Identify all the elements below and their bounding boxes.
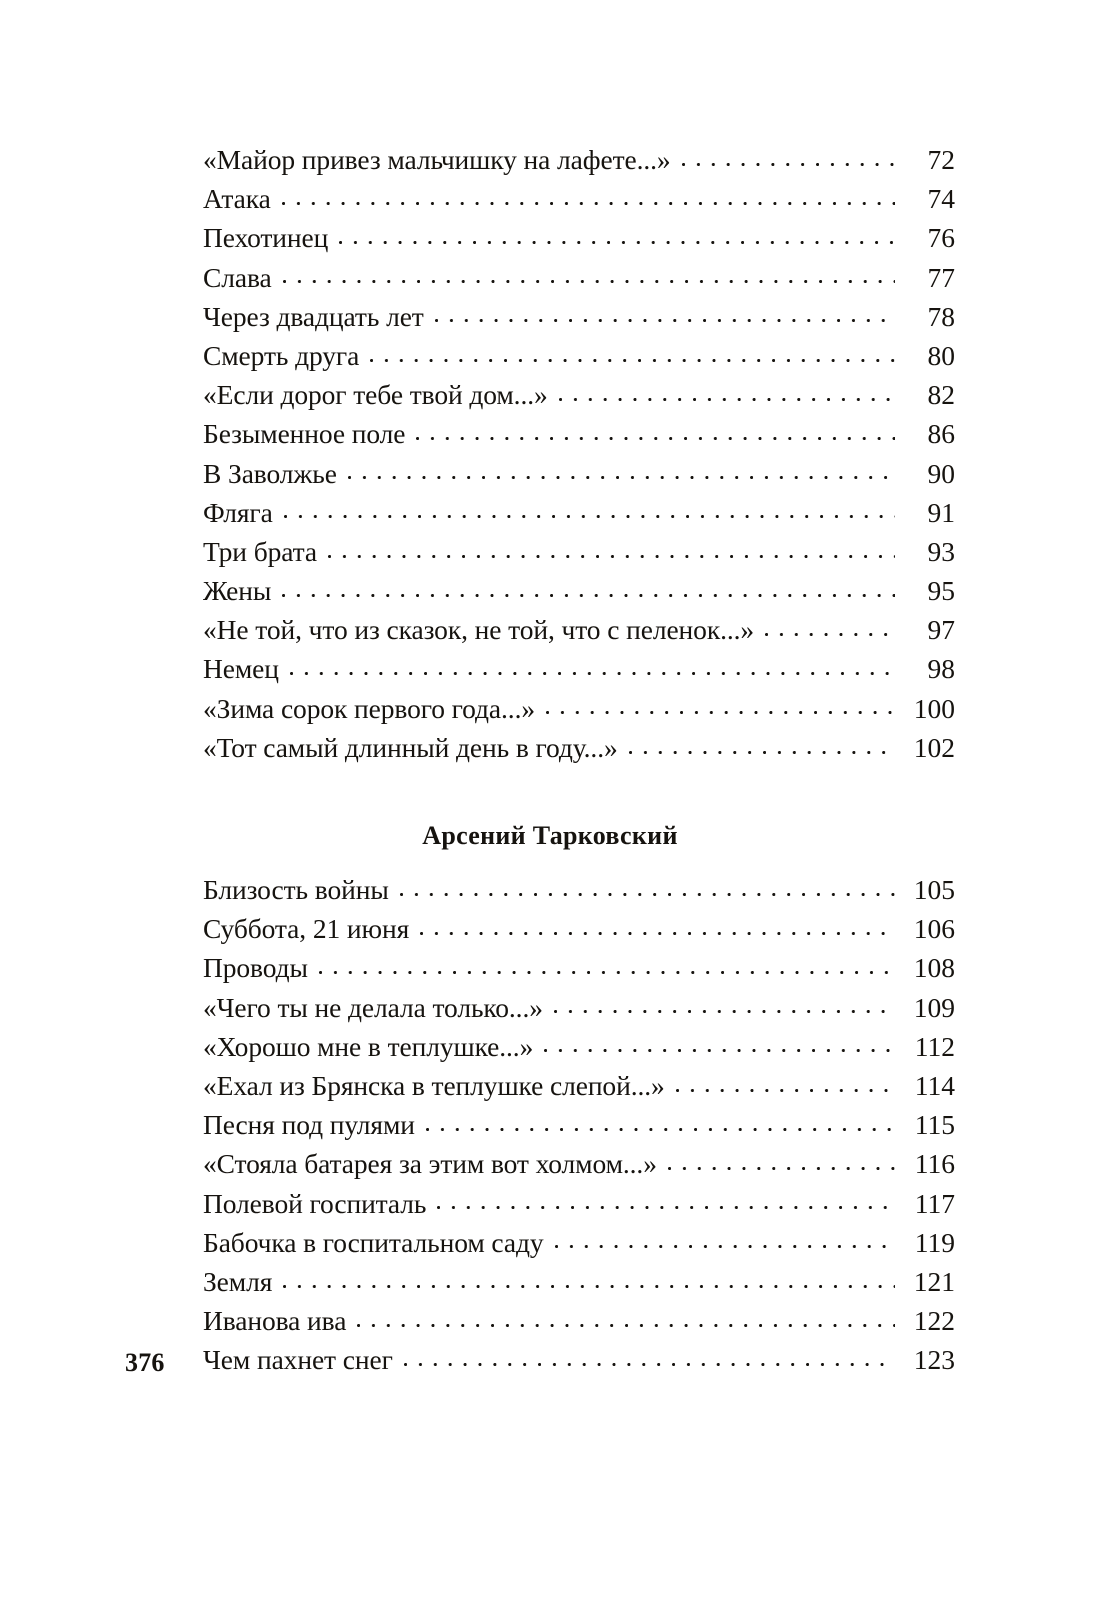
toc-dot-leader	[404, 1353, 895, 1369]
toc-entry-row[interactable]	[203, 1187, 955, 1229]
toc-dot-leader	[682, 153, 895, 169]
toc-dot-leader	[290, 662, 895, 678]
toc-dot-leader	[416, 427, 895, 443]
toc-entry-title: Земля	[203, 1265, 273, 1297]
toc-entry-page-number: 77	[927, 261, 955, 293]
toc-entry-row[interactable]	[203, 1346, 955, 1385]
toc-entry-title: Жены	[203, 575, 272, 607]
toc-entry-title: Фляга	[203, 496, 273, 528]
toc-entry-page-number: 72	[927, 144, 955, 175]
toc-entry-title: Суббота, 21 июня	[203, 913, 410, 945]
toc-entry-page-number: 114	[914, 1069, 955, 1101]
toc-dot-leader	[555, 1236, 896, 1252]
toc-entry-row[interactable]	[203, 496, 955, 538]
toc-entry-page-number: 121	[913, 1265, 955, 1297]
toc-entry-row[interactable]	[203, 655, 955, 694]
toc-entry-title: Слава	[203, 261, 272, 293]
toc-dot-leader	[400, 883, 895, 899]
toc-entry-page-number: 108	[913, 952, 955, 984]
toc-entry-row[interactable]	[203, 1069, 955, 1111]
toc-entry-title: Близость войны	[203, 874, 389, 905]
toc-entry-row[interactable]	[203, 300, 955, 342]
toc-entry-title: «Если дорог тебе твой дом...»	[203, 379, 548, 411]
toc-entry-page-number: 105	[913, 874, 955, 905]
toc-entry-title: «Зима сорок первого года...»	[203, 692, 535, 724]
toc-entry-title: Через двадцать лет	[203, 300, 424, 332]
toc-entry-row[interactable]	[203, 1265, 955, 1307]
toc-entry-page-number: 102	[913, 731, 955, 763]
toc-entry-row[interactable]	[203, 915, 955, 954]
toc-entry-page-number: 76	[927, 222, 955, 254]
toc-entry-title: В Заволжье	[203, 457, 337, 489]
toc-entry-page-number: 82	[927, 379, 955, 411]
toc-entry-title: Атака	[203, 183, 271, 215]
toc-entry-title: Бабочка в госпитальном саду	[203, 1226, 544, 1258]
toc-entry-title: Три брата	[203, 535, 317, 567]
toc-entry-title: «Майор привез мальчишку на лафете...»	[203, 144, 671, 175]
toc-entry-page-number: 117	[914, 1187, 955, 1219]
toc-entry-title: «Стояла батарея за этим вот холмом...»	[203, 1148, 657, 1180]
toc-entry-title: «Чего ты не делала только...»	[203, 991, 543, 1023]
toc-entry-page-number: 119	[914, 1226, 955, 1258]
toc-entry-title: Иванова ива	[203, 1305, 347, 1337]
toc-entry-page-number: 86	[927, 418, 955, 450]
toc-dot-leader	[426, 1118, 895, 1134]
toc-entry-title: Чем пахнет снег	[203, 1344, 393, 1376]
toc-dot-leader	[546, 702, 895, 718]
toc-entry-row[interactable]	[203, 616, 955, 655]
section-heading-arseny-tarkovsky: Арсений Тарковский	[422, 821, 678, 850]
toc-entry-row[interactable]	[203, 261, 955, 303]
toc-entry-row[interactable]	[203, 876, 955, 915]
toc-entry-row[interactable]	[203, 339, 955, 381]
toc-dot-leader	[629, 741, 895, 757]
toc-entry-page-number: 116	[914, 1148, 955, 1180]
toc-entry-title: Смерть друга	[203, 339, 360, 371]
toc-dot-leader	[348, 467, 895, 483]
toc-dot-leader	[559, 388, 895, 404]
toc-entry-row[interactable]	[203, 731, 955, 773]
toc-dot-leader	[668, 1157, 895, 1173]
toc-entry-page-number: 115	[914, 1109, 955, 1141]
toc-dot-leader	[420, 922, 895, 938]
toc-entry-row[interactable]	[203, 1030, 955, 1072]
toc-dot-leader	[357, 1314, 895, 1330]
toc-entry-row[interactable]	[203, 1226, 955, 1268]
toc-entry-row[interactable]	[203, 185, 955, 224]
toc-dot-leader	[284, 506, 895, 522]
toc-dot-leader	[282, 584, 895, 600]
toc-dot-leader	[283, 1275, 895, 1291]
toc-dot-leader	[282, 192, 895, 208]
toc-entry-row[interactable]	[203, 1111, 955, 1150]
toc-entry-row[interactable]	[203, 991, 955, 1033]
toc-dot-leader	[765, 623, 895, 639]
toc-entry-page-number: 123	[913, 1344, 955, 1376]
toc-entry-row[interactable]	[203, 954, 955, 993]
toc-dot-leader	[435, 310, 895, 326]
toc-entry-title: «Ехал из Брянска в теплушке слепой...»	[203, 1069, 665, 1101]
toc-entry-row[interactable]	[203, 1150, 955, 1189]
toc-entry-row[interactable]	[203, 420, 955, 459]
toc-entry-page-number: 93	[927, 535, 955, 567]
toc-dot-leader	[319, 961, 895, 977]
toc-section-konstantin-simonov-entries	[203, 146, 955, 773]
toc-entry-row[interactable]	[203, 457, 955, 499]
toc-entry-page-number: 109	[913, 991, 955, 1023]
toc-entry-page-number: 90	[927, 457, 955, 489]
toc-entry-page-number: 112	[914, 1030, 955, 1062]
toc-entry-title: Немец	[203, 653, 279, 685]
toc-section-arseny-tarkovsky-entries	[203, 876, 955, 1385]
toc-dot-leader	[370, 349, 895, 365]
toc-entry-title: «Не той, что из сказок, не той, что с пеленок...»	[203, 614, 755, 646]
toc-entry-page-number: 91	[927, 496, 955, 528]
page-folio-number: 376	[125, 1348, 165, 1377]
toc-entry-page-number: 106	[913, 913, 955, 945]
toc-entry-page-number: 95	[927, 575, 955, 607]
toc-dot-leader	[339, 231, 895, 247]
toc-dot-leader	[328, 545, 895, 561]
toc-dot-leader	[676, 1079, 895, 1095]
toc-entry-row[interactable]	[203, 577, 955, 616]
toc-entry-page-number: 97	[927, 614, 955, 646]
toc-entry-page-number: 74	[927, 183, 955, 215]
toc-dot-leader	[554, 1001, 895, 1017]
toc-entry-row[interactable]	[203, 146, 955, 185]
toc-entry-title: Песня под пулями	[203, 1109, 415, 1141]
toc-entry-row[interactable]	[203, 692, 955, 734]
toc-entry-page-number: 100	[913, 692, 955, 724]
toc-entry-page-number: 80	[927, 339, 955, 371]
toc-entry-title: Полевой госпиталь	[203, 1187, 427, 1219]
toc-entry-row[interactable]	[203, 381, 955, 420]
toc-entry-page-number: 98	[927, 653, 955, 685]
toc-entry-title: Безыменное поле	[203, 418, 406, 450]
toc-entry-title: «Тот самый длинный день в году...»	[203, 731, 618, 763]
toc-entry-page-number: 78	[927, 300, 955, 332]
toc-dot-leader	[544, 1040, 895, 1056]
toc-entry-row[interactable]	[203, 1307, 955, 1346]
toc-dot-leader	[437, 1197, 895, 1213]
toc-entry-title: «Хорошо мне в теплушке...»	[203, 1030, 534, 1062]
toc-entry-row[interactable]	[203, 224, 955, 263]
toc-entry-title: Пехотинец	[203, 222, 329, 254]
toc-entry-page-number: 122	[913, 1305, 955, 1337]
toc-entry-title: Проводы	[203, 952, 308, 984]
toc-dot-leader	[283, 271, 895, 287]
toc-entry-row[interactable]	[203, 535, 955, 577]
